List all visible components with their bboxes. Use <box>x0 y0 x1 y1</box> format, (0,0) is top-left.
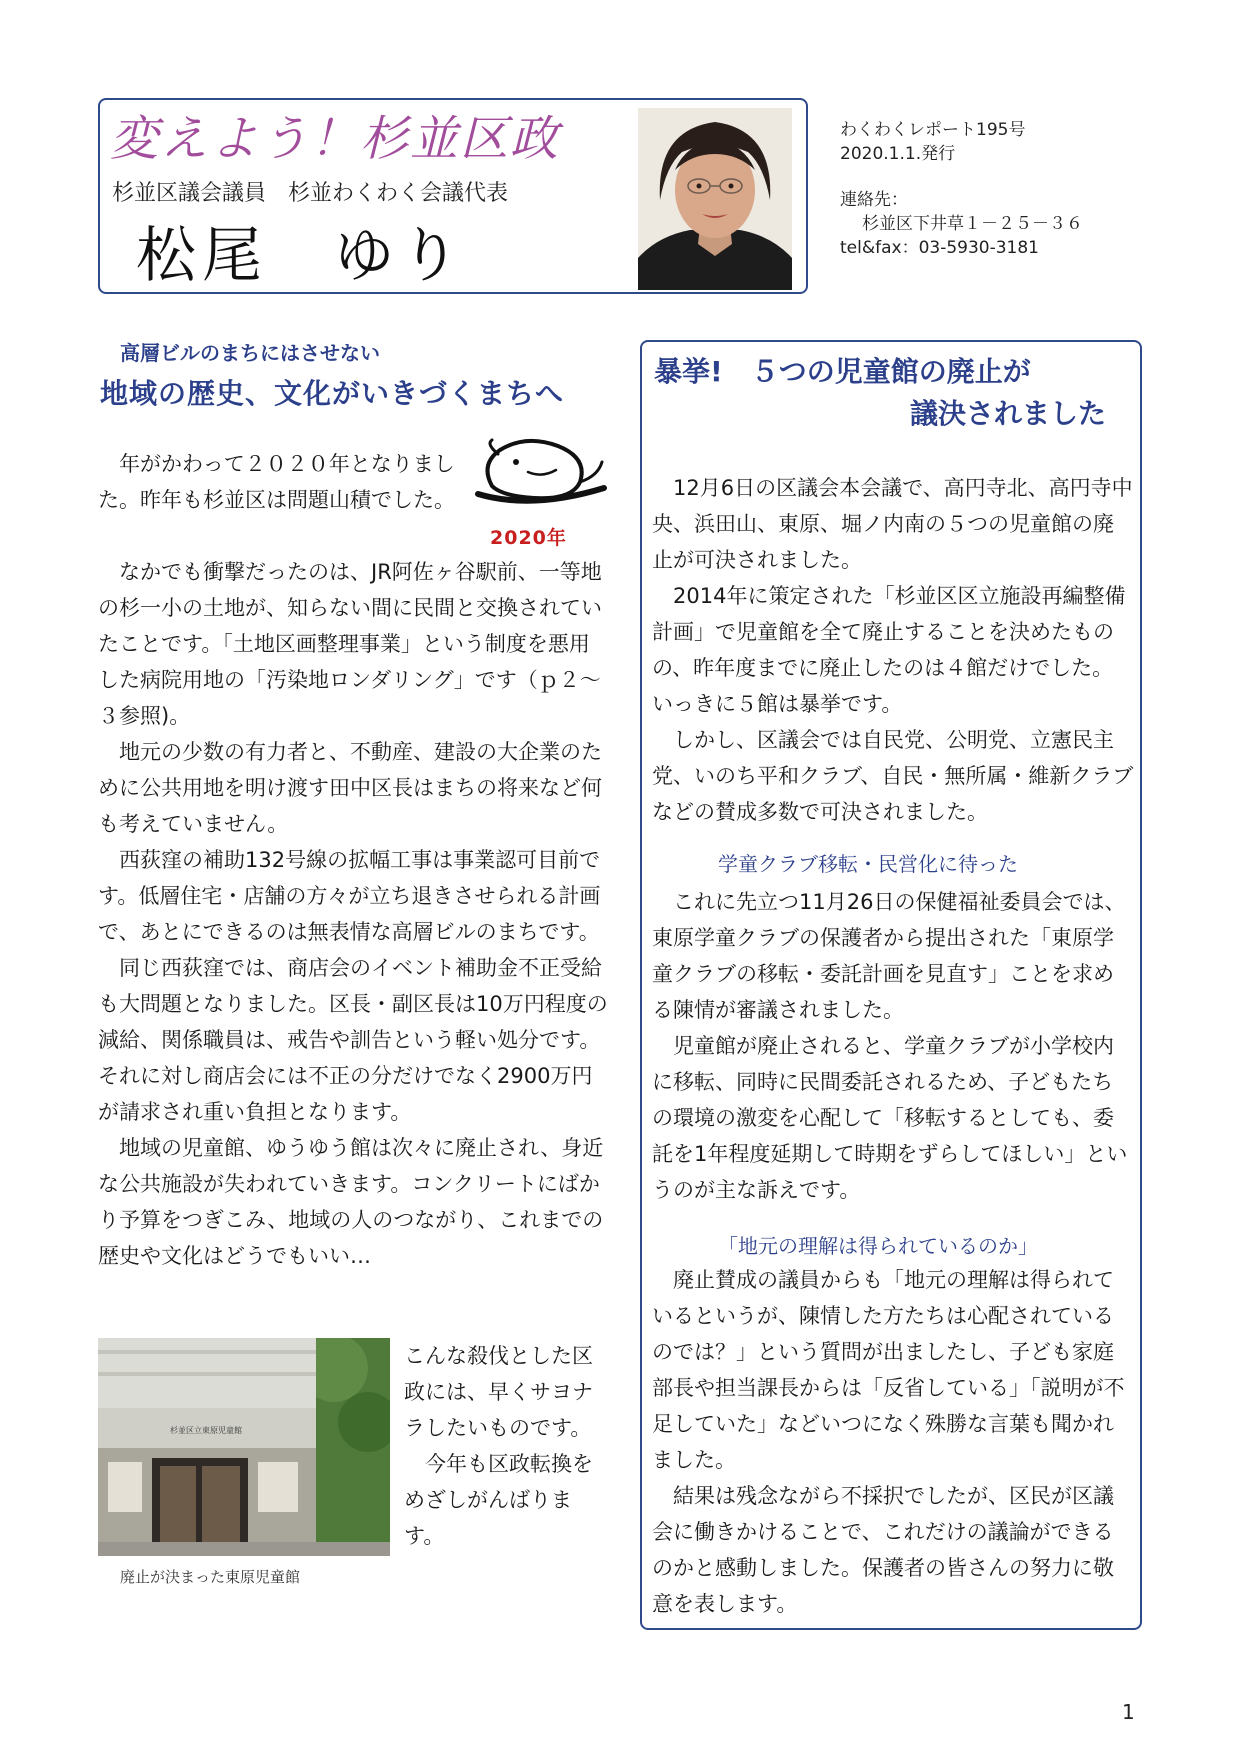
year-label: 2020年 <box>490 527 567 549</box>
newsletter-title: 変えよう！杉並区政 <box>110 111 561 167</box>
right-section-3 <box>652 1262 1134 1622</box>
paragraph: 12月6日の区議会本会議で、高円寺北、高円寺中央、浜田山、東原、堀ノ内南の５つの児童館の廃止が可決されました。 <box>652 476 1133 572</box>
left-article-body <box>98 554 610 1274</box>
paragraph: なかでも衝撃だったのは、JR阿佐ヶ谷駅前、一等地の杉一小の土地が、知らない間に民間と交換されていたことです。「土地区画整理事業」という制度を悪用した病院用地の「汚染地ロンダリング」です（ｐ２～３参照)。 <box>98 560 602 728</box>
left-closing-paragraph <box>404 1338 608 1554</box>
paragraph: 同じ西荻窪では、商店会のイベント補助金不正受給も大問題となりました。区長・副区長は10万円程度の減給、関係職員は、戒告や訓告という軽い処分です。それに対し商店会には不正の分だけでなく2900万円が請求され重い負担となります。 <box>98 956 608 1124</box>
contact-address: 杉並区下井草１－２５－３６ <box>862 214 1083 234</box>
issue-info <box>840 118 1083 260</box>
paragraph: 2014年に策定された「杉並区区立施設再編整備計画」で児童館を全て廃止することを決めたものの、昨年度までに廃止したのは４館だけでした。いっきに５館は暴挙です。 <box>652 584 1126 716</box>
right-section-1 <box>652 470 1134 830</box>
paragraph: 廃止賛成の議員からも「地元の理解は得られているというが、陳情した方たちは心配されているのでは？」という質問が出ましたし、子ども家庭部長や担当課長からは「反省している」「説明が不足していた」などいつになく殊勝な言葉も聞かれました。 <box>652 1268 1125 1472</box>
report-number: わくわくレポート195号 <box>840 120 1026 140</box>
right-heading-line-2: 議決されました <box>910 397 1107 430</box>
children-hall-photo <box>98 1338 390 1556</box>
paragraph: これに先立つ11月26日の保健福祉委員会では、東原学童クラブの保護者から提出された「東原学童クラブの移転・委託計画を見直す」ことを求める陳情が審議されました。 <box>652 890 1126 1022</box>
paragraph: 結果は残念ながら不採択でしたが、区民が区議会に働きかけることで、これだけの議論ができるのかと感動しました。保護者の皆さんの努力に敬意を表します。 <box>652 1484 1114 1616</box>
photo-caption: 廃止が決まった東原児童館 <box>120 1568 301 1586</box>
photo-sign-text: 杉並区立東原児童館 <box>170 1426 242 1435</box>
paragraph: こんな殺伐とした区政には、早くサヨナラしたいものです。 <box>404 1344 593 1440</box>
left-kicker: 高層ビルのまちにはさせない <box>120 341 380 365</box>
left-heading: 地域の歴史、文化がいきづくまちへ <box>100 377 565 410</box>
contact-label: 連絡先： <box>840 190 908 210</box>
right-heading-line-1: 暴挙! ５つの児童館の廃止が <box>654 355 1031 388</box>
right-section-2 <box>652 884 1134 1208</box>
paragraph: 年がかわって２０２０年となりました。昨年も杉並区は問題山積でした。 <box>98 452 455 512</box>
portrait-photo <box>638 108 792 290</box>
paragraph: 児童館が廃止されると、学童クラブが小学校内に移転、同時に民間委託されるため、子どもたちの環境の激変を心配して「移転するとしても、委託を1年程度延期して時期をずらしてほしい」というのが主な訴えです。 <box>652 1034 1128 1202</box>
contact-tel: tel&fax：03-5930-3181 <box>840 238 1039 258</box>
left-intro-paragraph <box>98 446 458 518</box>
member-name: 松尾 ゆり <box>136 221 466 291</box>
issue-date: 2020.1.1.発行 <box>840 144 956 164</box>
page-number: 1 <box>1122 1700 1135 1724</box>
right-subheading-2: 「地元の理解は得られているのか」 <box>718 1234 1038 1258</box>
right-subheading-1: 学童クラブ移転・民営化に待った <box>718 852 1018 876</box>
paragraph: 地元の少数の有力者と、不動産、建設の大企業のために公共用地を明け渡す田中区長はまちの将来など何も考えていません。 <box>98 740 602 836</box>
rat-brush-icon <box>472 436 608 510</box>
paragraph: 今年も区政転換をめざしがんばります。 <box>404 1452 593 1548</box>
member-role: 杉並区議会議員 杉並わくわく会議代表 <box>112 181 509 206</box>
paragraph: 地域の児童館、ゆうゆう館は次々に廃止され、身近な公共施設が失われていきます。コンクリートにばかり予算をつぎこみ、地域の人のつながり、これまでの歴史や文化はどうでもいい… <box>98 1136 604 1268</box>
paragraph: 西荻窪の補助132号線の拡幅工事は事業認可目前です。低層住宅・店舗の方々が立ち退きさせられる計画で、あとにできるのは無表情な高層ビルのまちです。 <box>98 848 601 944</box>
paragraph: しかし、区議会では自民党、公明党、立憲民主党、いのち平和クラブ、自民・無所属・維新クラブなどの賛成多数で可決されました。 <box>652 728 1134 824</box>
